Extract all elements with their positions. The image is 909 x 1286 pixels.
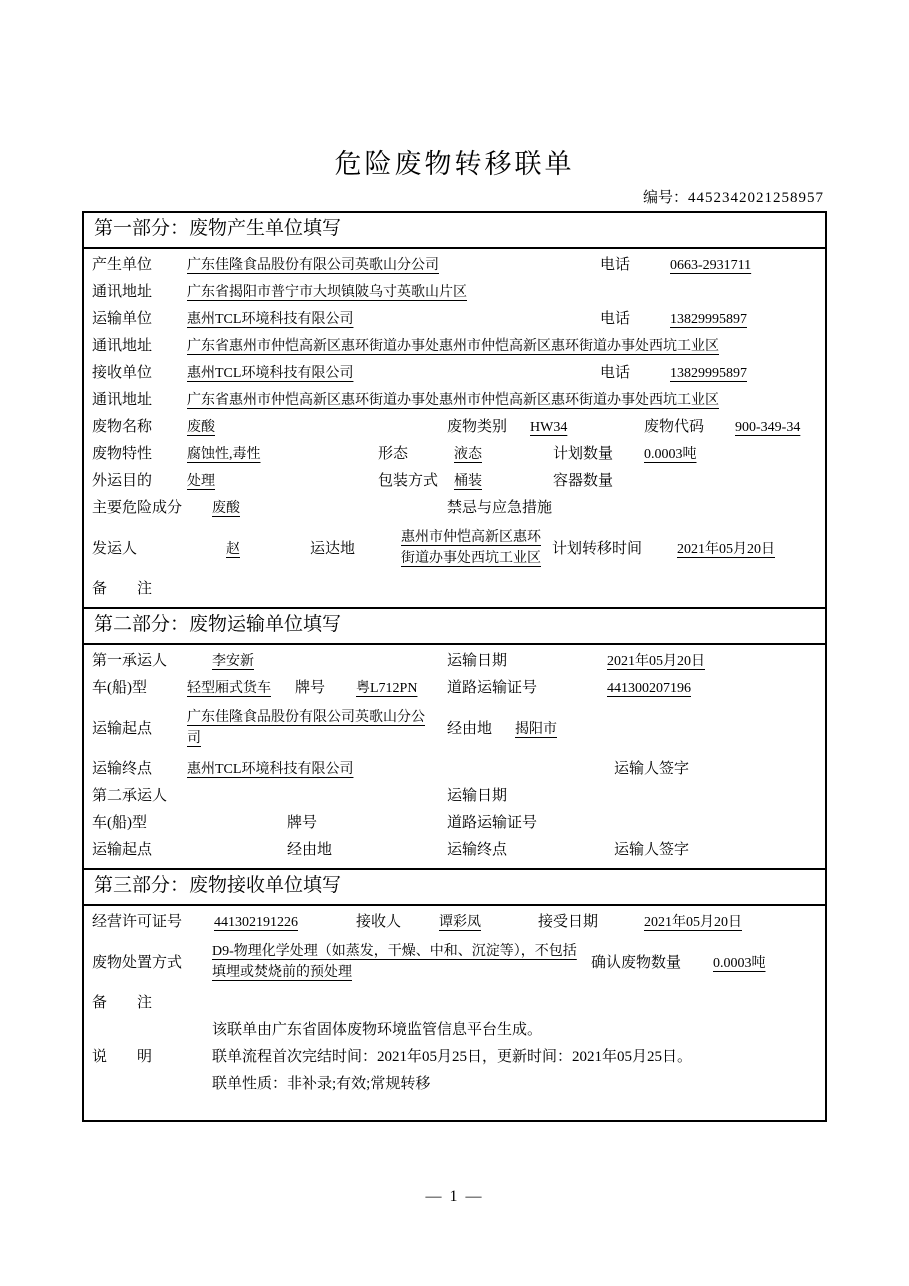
transporter-phone-label: 电话 — [600, 311, 631, 327]
carrier1-end-label: 运输终点 — [92, 761, 153, 777]
row-carrier1 — [92, 648, 817, 675]
manifest-number-value: 4452342021258957 — [688, 190, 824, 206]
page-title: 危险废物转移联单 — [334, 149, 575, 179]
accept-receiver-value: 谭彩凤 — [439, 915, 481, 930]
hazard-value: 废酸 — [212, 501, 240, 516]
row-carrier2 — [92, 783, 817, 810]
row-shipper — [92, 522, 817, 576]
carrier1-value: 李安新 — [212, 654, 254, 669]
part3-remark-label: 备 注 — [92, 995, 153, 1011]
emergency-label: 禁忌与应急措施 — [447, 500, 553, 516]
row-hazard — [92, 495, 817, 522]
row-carrier1-end — [92, 756, 817, 783]
container-qty-label: 容器数量 — [553, 473, 614, 489]
shipper-value: 赵 — [226, 541, 240, 557]
producer-label: 产生单位 — [92, 257, 153, 273]
carrier2-via-label: 经由地 — [287, 842, 333, 858]
destination-value: 惠州市仲恺高新区惠环街道办事处西坑工业区 — [401, 529, 541, 566]
carrier2-road-permit-label: 道路运输证号 — [447, 815, 538, 831]
carrier2-plate-label: 牌号 — [287, 815, 318, 831]
producer-phone-label: 电话 — [600, 257, 631, 273]
producer-address-label: 通讯地址 — [92, 284, 153, 300]
license-label: 经营许可证号 — [92, 914, 183, 930]
row-receiver-address — [92, 387, 817, 414]
carrier1-plate-label: 牌号 — [295, 680, 326, 696]
row-waste-name — [92, 414, 817, 441]
transporter-phone-value: 13829995897 — [670, 312, 747, 327]
note-text — [212, 1017, 817, 1098]
page-number: — 1 — — [425, 1188, 484, 1205]
waste-category-value: HW34 — [530, 420, 568, 435]
carrier1-end-value: 惠州TCL环境科技有限公司 — [187, 762, 354, 777]
waste-property-label: 废物特性 — [92, 446, 153, 462]
planned-qty-value: 0.0003吨 — [644, 447, 697, 462]
carrier1-origin-value: 广东佳隆食品股份有限公司英歌山分公司 — [187, 709, 425, 746]
carrier1-date-label: 运输日期 — [447, 653, 508, 669]
row-carrier2-route — [92, 837, 817, 864]
row-part3-remark — [92, 990, 817, 1017]
producer-phone-value: 0663-2931711 — [670, 258, 752, 273]
carrier2-date-label: 运输日期 — [447, 788, 508, 804]
row-purpose — [92, 468, 817, 495]
hazard-label: 主要危险成分 — [92, 500, 183, 516]
carrier2-vehicle-label: 车(船)型 — [92, 815, 147, 831]
waste-property-value: 腐蚀性,毒性 — [187, 447, 261, 462]
note-line-3: 联单性质：非补录;有效;常规转移 — [212, 1076, 431, 1092]
row-part1-remark — [92, 576, 817, 603]
carrier1-via-label: 经由地 — [447, 720, 493, 737]
form-value: 液态 — [454, 447, 482, 462]
producer-value: 广东佳隆食品股份有限公司英歌山分公司 — [187, 258, 439, 273]
carrier2-origin-label: 运输起点 — [92, 842, 153, 858]
section1-body — [84, 249, 825, 607]
row-waste-property — [92, 441, 817, 468]
receiver-label: 接收单位 — [92, 365, 153, 381]
receiver-value: 惠州TCL环境科技有限公司 — [187, 366, 354, 381]
row-disposal — [92, 936, 817, 990]
carrier2-label: 第二承运人 — [92, 788, 168, 804]
manifest-number-label: 编号： — [642, 190, 688, 206]
section2-body — [84, 645, 825, 868]
receiver-address-label: 通讯地址 — [92, 392, 153, 408]
carrier1-sign-label: 运输人签字 — [614, 761, 690, 777]
shipper-label: 发运人 — [92, 540, 138, 557]
section2-header: 第二部分：废物运输单位填写 — [84, 607, 825, 645]
transporter-address-value: 广东省惠州市仲恺高新区惠环街道办事处惠州市仲恺高新区惠环街道办事处西坑工业区 — [187, 339, 719, 354]
planned-qty-label: 计划数量 — [553, 446, 614, 462]
carrier1-road-permit-label: 道路运输证号 — [447, 680, 538, 696]
purpose-value: 处理 — [187, 474, 215, 489]
row-carrier2-vehicle — [92, 810, 817, 837]
row-producer — [92, 252, 817, 279]
producer-address-value: 广东省揭阳市普宁市大坝镇陂乌寸英歌山片区 — [187, 285, 467, 300]
receiver-phone-label: 电话 — [600, 365, 631, 381]
row-note — [92, 1017, 817, 1098]
transfer-time-value: 2021年05月20日 — [677, 541, 775, 557]
packaging-value: 桶装 — [454, 474, 482, 489]
transfer-time-label: 计划转移时间 — [552, 540, 643, 557]
waste-code-label: 废物代码 — [644, 419, 705, 435]
confirmed-qty-value: 0.0003吨 — [713, 955, 766, 971]
carrier1-date-value: 2021年05月20日 — [607, 654, 705, 669]
row-carrier1-origin — [92, 702, 817, 756]
carrier2-end-label: 运输终点 — [447, 842, 508, 858]
carrier1-label: 第一承运人 — [92, 653, 168, 669]
transporter-label: 运输单位 — [92, 311, 153, 327]
carrier1-via-value: 揭阳市 — [515, 721, 557, 737]
destination-label: 运达地 — [310, 540, 356, 557]
carrier1-road-permit-value: 441300207196 — [607, 681, 691, 696]
purpose-label: 外运目的 — [92, 473, 153, 489]
row-license — [92, 909, 817, 936]
carrier1-vehicle-label: 车(船)型 — [92, 680, 147, 696]
carrier1-origin-label: 运输起点 — [92, 720, 153, 737]
confirmed-qty-label: 确认废物数量 — [591, 954, 682, 971]
transporter-address-label: 通讯地址 — [92, 338, 153, 354]
waste-code-value: 900-349-34 — [735, 420, 801, 435]
disposal-label: 废物处置方式 — [92, 954, 183, 971]
carrier1-vehicle-value: 轻型厢式货车 — [187, 681, 271, 696]
manifest-table — [82, 211, 827, 1122]
disposal-value: D9-物理化学处理（如蒸发，干燥、中和、沉淀等），不包括填埋或焚烧前的预处理 — [212, 943, 577, 980]
packaging-label: 包装方式 — [378, 473, 439, 489]
part1-remark-label: 备 注 — [92, 581, 153, 597]
accept-date-label: 接受日期 — [538, 914, 599, 930]
carrier2-sign-label: 运输人签字 — [614, 842, 690, 858]
accept-date-value: 2021年05月20日 — [644, 915, 742, 930]
section3-header: 第三部分：废物接收单位填写 — [84, 868, 825, 906]
form-label: 形态 — [378, 446, 409, 462]
transporter-value: 惠州TCL环境科技有限公司 — [187, 312, 354, 327]
waste-name-value: 废酸 — [187, 420, 215, 435]
receiver-phone-value: 13829995897 — [670, 366, 747, 381]
waste-category-label: 废物类别 — [447, 419, 508, 435]
row-transporter — [92, 306, 817, 333]
section1-header: 第一部分：废物产生单位填写 — [84, 213, 825, 249]
row-producer-address — [92, 279, 817, 306]
receiver-address-value: 广东省惠州市仲恺高新区惠环街道办事处惠州市仲恺高新区惠环街道办事处西坑工业区 — [187, 393, 719, 408]
note-line-2: 联单流程首次完结时间：2021年05月25日，更新时间：2021年05月25日。 — [212, 1049, 693, 1065]
waste-name-label: 废物名称 — [92, 419, 153, 435]
accept-receiver-label: 接收人 — [356, 914, 402, 930]
section3-body — [84, 906, 825, 1120]
carrier1-plate-value: 粤L712PN — [356, 681, 418, 696]
note-line-1: 该联单由广东省固体废物环境监管信息平台生成。 — [212, 1022, 543, 1038]
note-label: 说 明 — [92, 1049, 153, 1065]
row-carrier1-vehicle — [92, 675, 817, 702]
manifest-number — [82, 186, 824, 207]
row-receiver — [92, 360, 817, 387]
row-transporter-address — [92, 333, 817, 360]
license-value: 441302191226 — [214, 915, 298, 930]
